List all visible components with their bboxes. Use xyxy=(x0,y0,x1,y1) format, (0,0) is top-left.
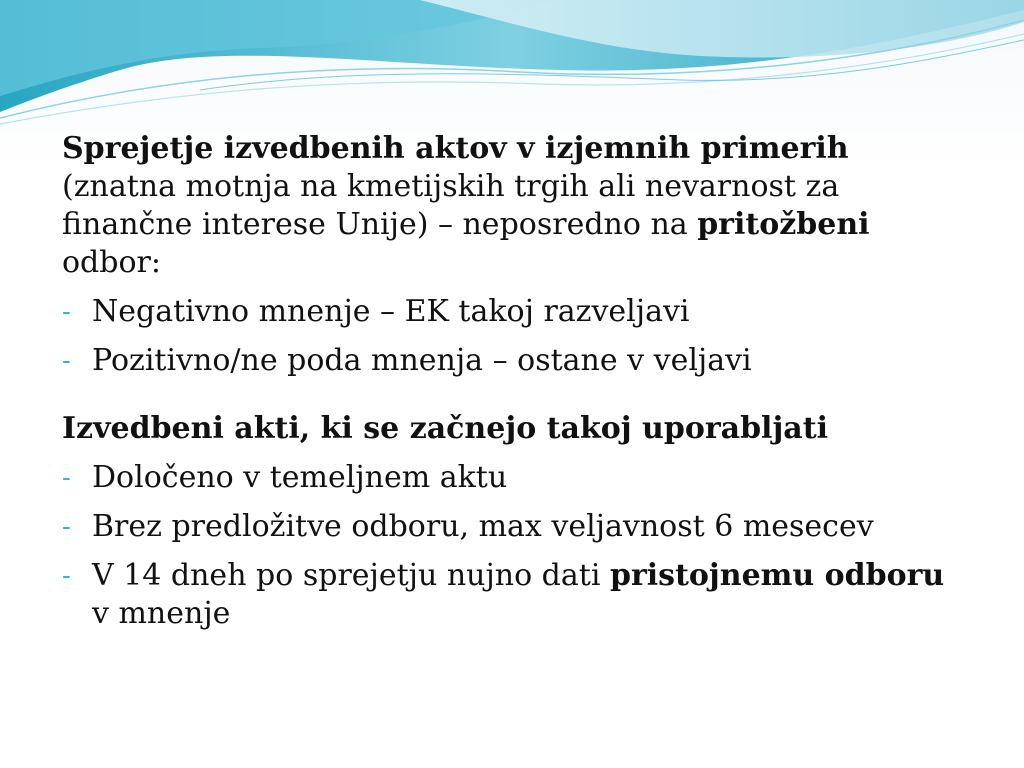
list-item-text: Brez predložitve odboru, max veljavnost 6 mesecev xyxy=(92,509,874,544)
dash-bullet-icon: - xyxy=(62,561,71,591)
section2-heading: Izvedbeni akti, ki se začnejo takoj uporabljati xyxy=(62,411,828,446)
list-item xyxy=(62,508,962,546)
list-item-text-before-bold: V 14 dneh po sprejetju nujno dati xyxy=(92,558,610,593)
list-item-text-after-bold: v mnenje xyxy=(92,596,231,631)
list-item-text: Negativno mnenje – EK takoj razveljavi xyxy=(92,294,690,329)
dash-bullet-icon: - xyxy=(62,512,71,542)
section1-text-after-bold: odbor: xyxy=(62,245,161,280)
section1-paragraph xyxy=(62,130,962,282)
list-item-text xyxy=(92,557,962,633)
section-spacer xyxy=(62,380,962,410)
section1-text-before-bold: (znatna motnja na kmetijskih trgih ali nevarnost za finančne interese Unije) – neposredno na xyxy=(62,169,840,242)
list-item xyxy=(62,293,962,331)
list-item-bold: pristojnemu odboru xyxy=(609,558,945,593)
dash-bullet-icon: - xyxy=(62,346,71,376)
list-item xyxy=(62,459,962,497)
section1-bold-word: pritožbeni xyxy=(697,207,870,242)
dash-bullet-icon: - xyxy=(62,463,71,493)
section1-heading: Sprejetje izvedbenih aktov v izjemnih primerih xyxy=(62,131,849,166)
list-item xyxy=(62,557,962,633)
decorative-wave-header xyxy=(0,0,1024,130)
list-item-text: Določeno v temeljnem aktu xyxy=(92,460,508,495)
slide-content xyxy=(62,130,962,633)
dash-bullet-icon: - xyxy=(62,297,71,327)
list-item-text: Pozitivno/ne poda mnenja – ostane v veljavi xyxy=(92,343,752,378)
list-item xyxy=(62,342,962,380)
